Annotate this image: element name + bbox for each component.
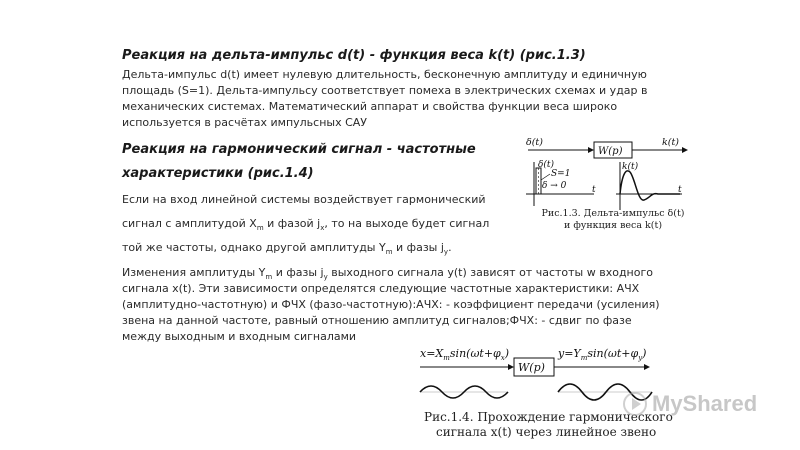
section2-heading-line2: характеристики (рис.1.4) [122,166,314,181]
input-label: δ(t) [526,137,543,148]
area-label: S=1 [551,169,571,179]
section2-line-3: той же частоты, однако другой амплитуды $Y_m$ и фазы $j_y$. [122,241,452,257]
watermark [622,388,782,420]
section2-para-line-5: между выходным и входным сигналами [122,330,357,343]
pulse-t-label: t [592,185,596,195]
section2-para-line-3: (амплитудно-частотную) и ФЧХ (фазо-частотную):АЧХ: - коэффициент передачи (усиления) [122,298,660,311]
weight-label: k(t) [622,162,639,172]
section1-line-4: используется в расчётах импульсных САУ [122,116,368,129]
section1-line-3: механических системах. Математический аппарат и свойства функции веса широко [122,100,618,113]
section1-paragraph [122,67,682,131]
section2-paragraph [122,265,682,345]
figure-1-3-caption: Рис.1.3. Дельта-импульс δ(t) и функция веса k(t) [541,208,685,231]
figure-1-3-diagram [522,134,702,214]
section2-para-line-4: звена на данной частоте, равный отношению амплитуд сигналов;ФЧХ: - сдвиг по фазе [122,314,632,327]
pulse-label: δ(t) [538,160,555,170]
block-label: W(p) [598,146,623,157]
section1-line-1: Дельта-импульс d(t) имеет нулевую длительность, бесконечную амплитуду и единичную [122,68,647,81]
section1-heading: Реакция на дельта-импульс d(t) - функция веса k(t) (рис.1.3) [122,48,586,63]
figure-1-4-caption: Рис.1.4. Прохождение гармонического сигнала x(t) через линейное звено [424,410,673,439]
section2-line-2: сигнал с амплитудой $X_m$ и фазой $j_x$, то на выходе будет сигнал [122,217,490,233]
section2-heading-line1: Реакция на гармонический сигнал - частотные [122,142,476,157]
watermark-text: MyShared [652,391,758,416]
weight-function-curve [620,171,680,200]
figure-1-4-diagram [416,346,656,408]
weight-t-label: t [678,185,682,195]
block-label-2: W(p) [518,361,545,374]
section1-line-2: площадь (S=1). Дельта-импульсу соответствует помеха в электрических схемах и удар в [122,84,648,97]
section2-para-line-1: Изменения амплитуды $Y_m$ и фазы $j_y$ выходного сигнала y(t) зависят от частоты w входного [122,266,653,282]
section2-para-line-2: сигнала x(t). Эти зависимости определятся следующие частотные характеристики: АЧХ [122,282,640,295]
limit-label: δ → 0 [542,181,567,191]
output-label: k(t) [662,137,679,148]
play-logo-icon [622,391,648,417]
input-formula: $x=X_m\sin(\omega t+\varphi_x)$ [420,347,510,362]
section2-line-1: Если на вход линейной системы воздействует гармонический [122,193,486,206]
output-formula: $y=Y_m\sin(\omega t+\varphi_y)$ [558,347,647,362]
